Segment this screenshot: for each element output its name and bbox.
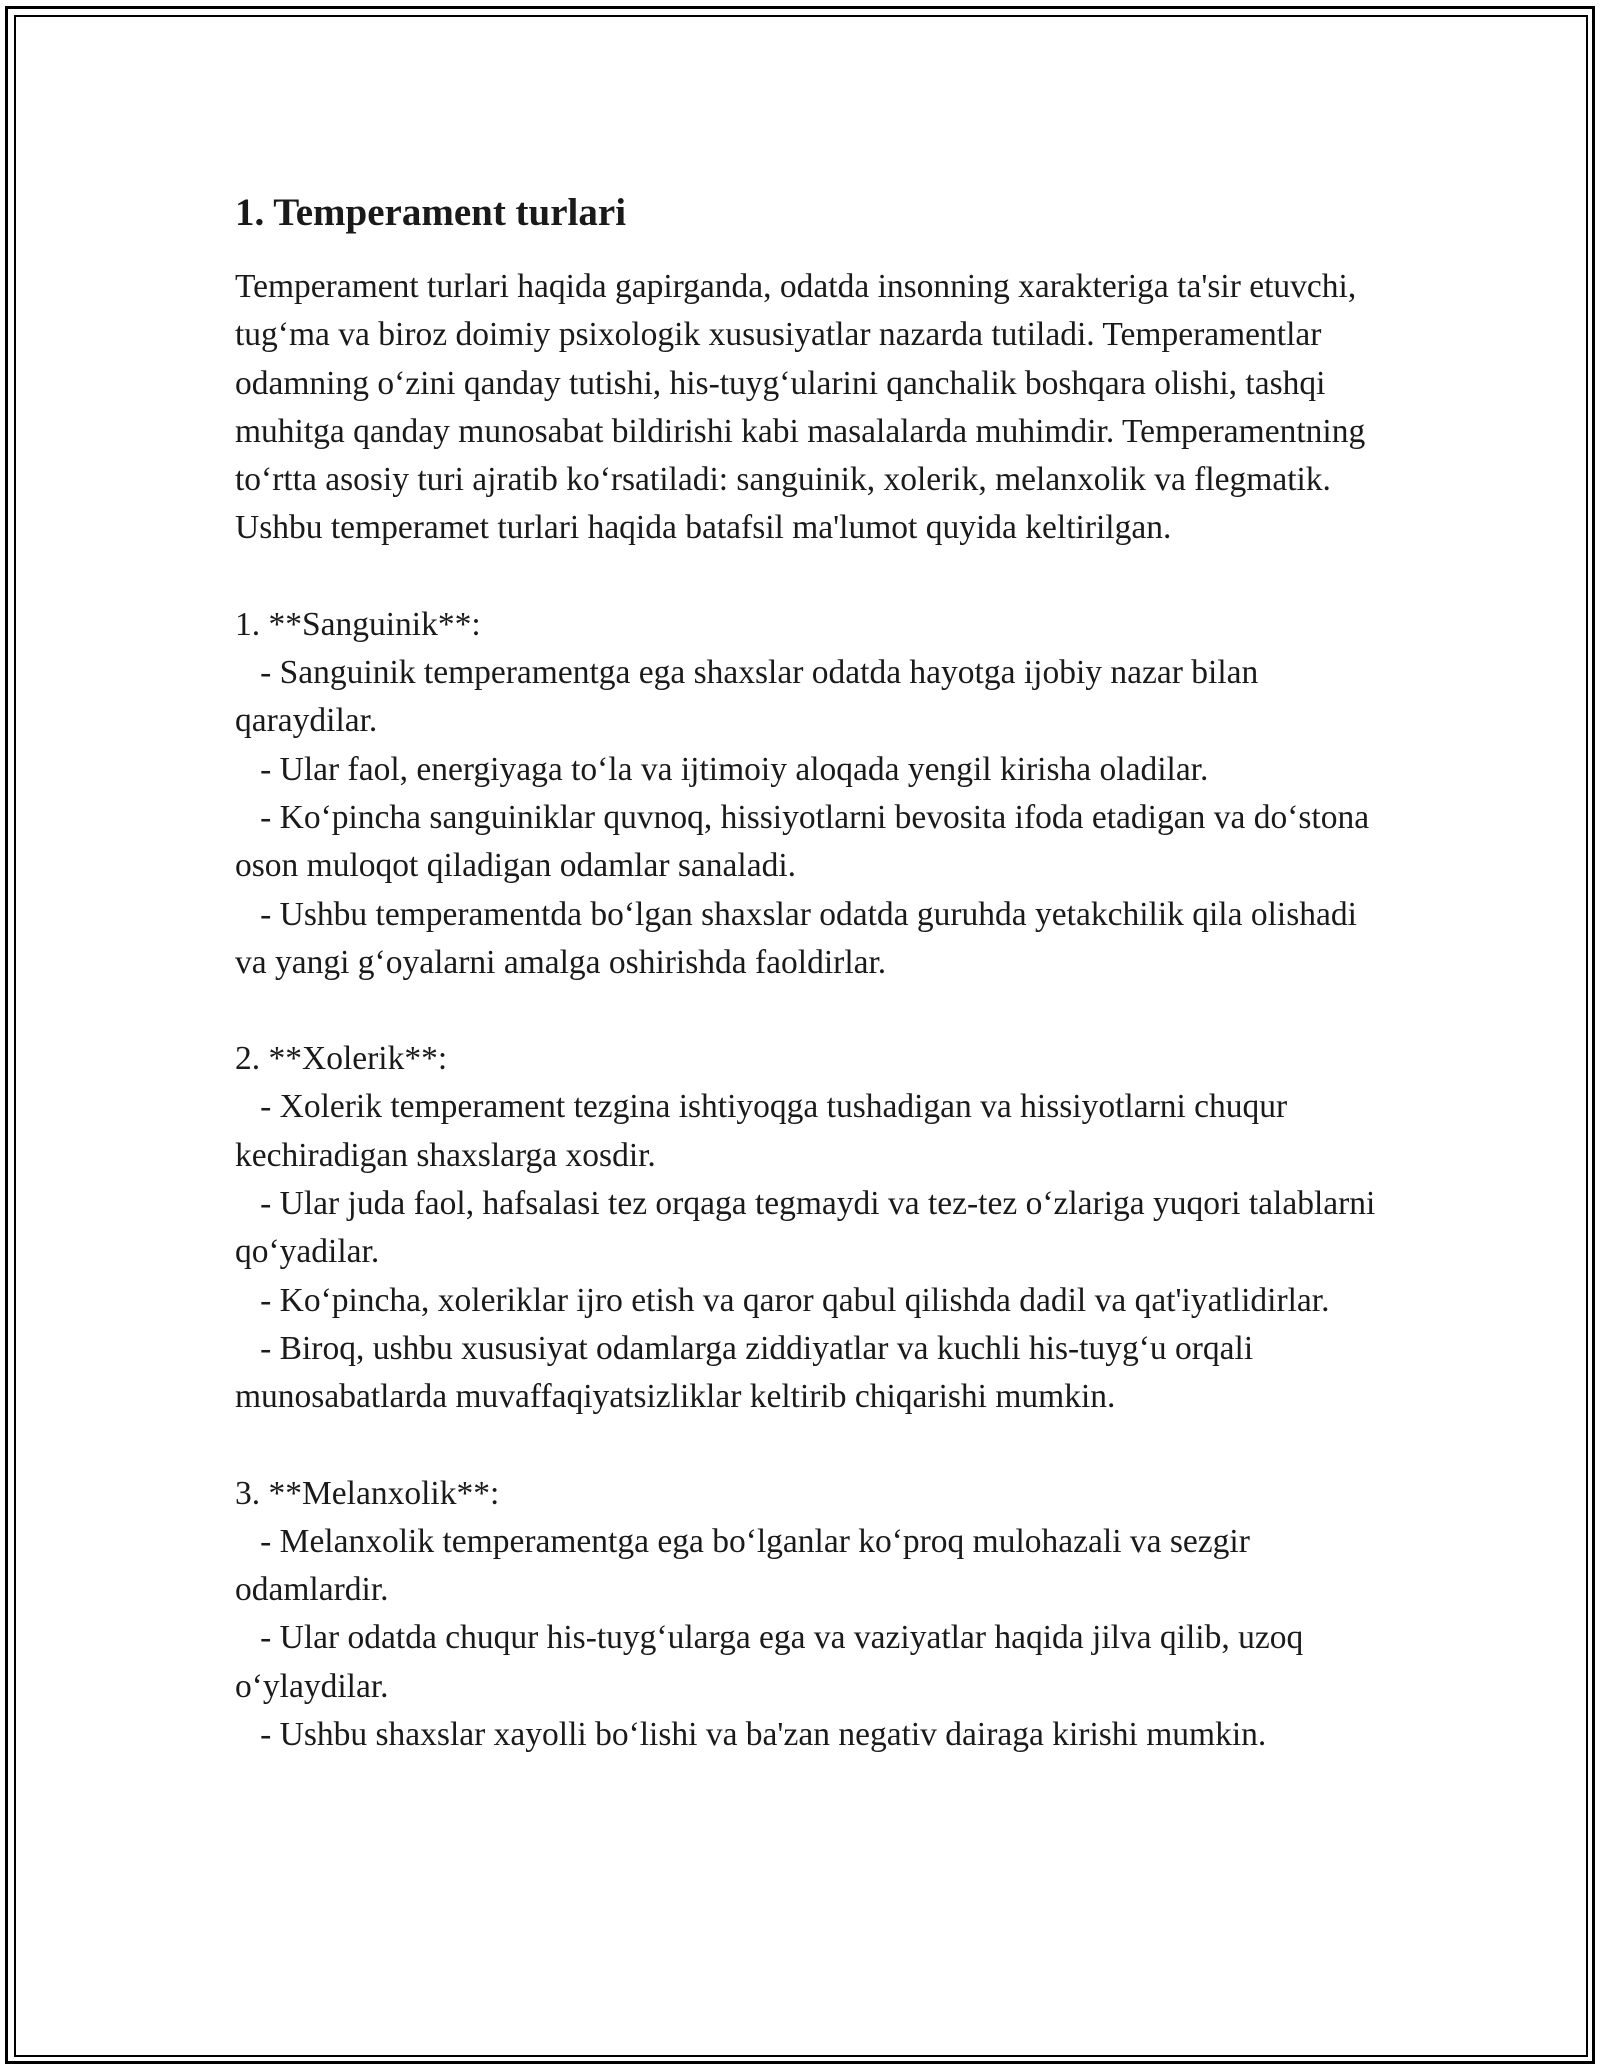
- bullet-item: - Ushbu temperamentda bo‘lgan shaxslar odatda guruhda yetakchilik qila olishadi va yangi g‘oyalarni amalga oshirishda faoldirlar.: [235, 895, 1366, 981]
- section-title: 1. **Sanguinik**:: [235, 605, 481, 643]
- bullet-item: - Sanguinik temperamentga ega shaxslar odatda hayotga ijobiy nazar bilan qaraydilar.: [235, 654, 1267, 740]
- section-title: 2. **Xolerik**:: [235, 1040, 448, 1078]
- bullet-item: - Xolerik temperament tezgina ishtiyoqga tushadigan va hissiyotlarni chuqur kechiradigan shaxslarga xosdir.: [235, 1088, 1296, 1174]
- bullet-item: - Ular odatda chuqur his-tuyg‘ularga ega va vaziyatlar haqida jilva qilib, uzoq o‘ylaydilar.: [235, 1619, 1312, 1705]
- bullet-item: - Ular juda faol, hafsalasi tez orqaga tegmaydi va tez-tez o‘zlariga yuqori talablarni qo‘yadilar.: [235, 1185, 1384, 1271]
- bullet-item: - Ko‘pincha sanguiniklar quvnoq, hissiyotlarni bevosita ifoda etadigan va do‘stona oson muloqot qiladigan odamlar sanaladi.: [235, 798, 1378, 885]
- section-xolerik: [235, 1035, 1384, 1421]
- bullet-item: - Melanxolik temperamentga ega bo‘lganlar ko‘proq mulohazali va sezgir odamlardir.: [235, 1522, 1259, 1609]
- document-heading: 1. Temperament turlari: [235, 191, 627, 234]
- bullet-item: - Biroq, ushbu xususiyat odamlarga ziddiyatlar va kuchli his-tuyg‘u orqali munosabatlarda muvaffaqiyatsizliklar keltirib chiqarishi mumkin.: [235, 1329, 1262, 1416]
- section-sanguinik: [235, 601, 1380, 987]
- bullet-item: - Ular faol, energiyaga to‘la va ijtimoiy aloqada yengil kirisha oladilar.: [235, 750, 1209, 788]
- intro-paragraph: Temperament turlari haqida gapirganda, odatda insonning xarakteriga ta'sir etuvchi, tug‘ma va biroz doimiy psixologik xususiyatlar nazarda tutiladi. Temperamentlar odamning o‘zini qanday tutishi, his-tuyg‘ularini qanchalik boshqara olishi, tashqi muhitga qanday munosabat bildirishi kabi masalalarda muhimdir. Temperamentning to‘rtta asosiy turi ajratib ko‘rsatiladi: sanguinik, xolerik, melanxolik va flegmatik. Ushbu temperamet turlari haqida batafsil ma'lumot quyida keltirilgan.: [235, 268, 1366, 547]
- document-content: [235, 185, 1384, 1759]
- bullet-item: - Ushbu shaxslar xayolli bo‘lishi va ba'zan negativ dairaga kirishi mumkin.: [235, 1716, 1267, 1754]
- section-title: 3. **Melanxolik**:: [235, 1474, 500, 1512]
- section-melanxolik: [235, 1470, 1380, 1760]
- bullet-item: - Ko‘pincha, xoleriklar ijro etish va qaror qabul qilishda dadil va qat'iyatlidirlar.: [235, 1281, 1330, 1319]
